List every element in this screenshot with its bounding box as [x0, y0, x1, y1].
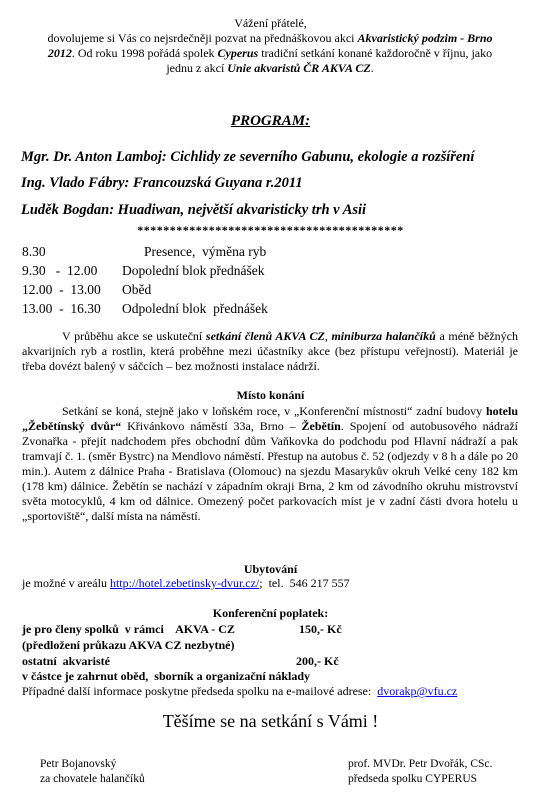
venue-text: Křivánkovo náměstí 33a, Brno – — [121, 419, 302, 433]
members-text: , — [324, 329, 332, 343]
event-name: Akvaristický podzim - Brno 2012 — [47, 31, 493, 60]
hotel-link[interactable]: http://hotel.zebetinsky-dvur.cz/ — [109, 576, 260, 590]
schedule-label: Odpolední blok přednášek — [122, 301, 268, 316]
program-talk: Luděk Bogdan: Huadiwan, největší akvaristicky trh v Asii — [21, 202, 367, 218]
venue-text: . Spojení od autobusového nádraží Zvonařka - přejít nadchodem přes obchodní dům Vaňkovka do podchodu pod Hlavní nádraží a pak tramvají č. 1. (směr Bystrc) na Mendlovo náměstí. Přestup na autobus č. 52 (odjezdy v 8 h a dále po 20 min.). Autem z dálnice Praha - Bratislava (Olomouc) na sjezdu Masarykův okruh Velké ceny 182 km (178 km) dálnice. Žebětín se nachází v západním okraji Brna, 2 km od závodního okruhu mistrovství světa motocyklů, 4 km od dálnice. Omezený počet parkovacích míst je v zadní části dvora hotelu u „sportoviště“, další místa na náměstí. — [22, 419, 518, 523]
venue-text: Setkání se koná, stejně jako v loňském roce, v „Konferenční místnosti“ zadní budovy — [62, 404, 486, 418]
intro-paragraph — [40, 31, 500, 76]
fee-row: je pro členy spolků v rámci AKVA - CZ — [22, 622, 235, 636]
greeting: Vážení přátelé, — [234, 16, 307, 30]
signature-right — [348, 757, 492, 787]
schedule-time: 9.30 - 12.00 — [22, 263, 98, 278]
intro-text: dovolujeme si Vás co nejsrdečněji pozvat na přednáškovou akci — [47, 31, 358, 45]
contact-email-link[interactable]: dvorakp@vfu.cz — [377, 684, 458, 698]
member-price: 150,- Kč — [299, 622, 342, 636]
hotel-name: hotelu „Žebětínský dvůr“ — [22, 404, 518, 433]
district-name: Žebětín — [301, 419, 341, 433]
schedule-row — [22, 243, 266, 261]
signature-name: prof. MVDr. Petr Dvořák, CSc. — [348, 758, 493, 770]
members-paragraph — [22, 329, 518, 374]
killifish-market: miniburza halančíků — [331, 329, 436, 343]
program-heading: PROGRAM: — [230, 113, 311, 129]
signature-role: za chovatele halančíků — [40, 773, 145, 785]
union-name: Unie akvaristů ČR AKVA CZ — [227, 61, 371, 75]
signature-name: Petr Bojanovský — [40, 758, 117, 770]
accommodation-text: je možné v areálu — [22, 576, 110, 590]
intro-text: . — [370, 61, 374, 75]
separator-line: ***************************************** — [137, 223, 404, 237]
contact-text: Případné další informace poskytne předseda spolku na e-mailové adrese: — [22, 684, 378, 698]
fee-row: v částce je zahrnut oběd, sborník a organizační náklady — [22, 669, 311, 683]
signature-role: předseda spolku CYPERUS — [348, 773, 478, 785]
members-meeting: setkání členů AKVA CZ — [205, 329, 325, 343]
signature-left — [40, 757, 145, 787]
schedule-label: Dopolední blok přednášek — [122, 263, 265, 278]
program-talk: Mgr. Dr. Anton Lamboj: Cichlidy ze severního Gabunu, ekologie a rozšíření — [21, 149, 475, 165]
venue-title: Místo konání — [236, 388, 305, 402]
accommodation-phone: ; tel. 546 217 557 — [259, 576, 350, 590]
fee-row: ostatní akvaristé — [22, 654, 110, 668]
venue-paragraph — [22, 404, 518, 524]
schedule-time: 12.00 - 13.00 — [22, 282, 101, 297]
intro-text: . Od roku 1998 pořádá spolek — [71, 46, 218, 60]
schedule-time: 8.30 — [22, 244, 46, 259]
fee-row: (předložení průkazu AKVA CZ nezbytné) — [22, 638, 235, 652]
organizer-name: Cyperus — [217, 46, 259, 60]
contact-note — [22, 684, 457, 699]
schedule-row — [22, 300, 268, 318]
other-price: 200,- Kč — [296, 654, 339, 668]
accommodation-title: Ubytování — [243, 562, 298, 576]
closing-line: Těšíme se na setkání s Vámi ! — [162, 711, 379, 731]
schedule-row — [22, 262, 264, 280]
schedule-label: Presence, výměna ryb — [144, 244, 267, 259]
intro-text: tradiční setkání konané každoročně v říjnu, jako jednu z akcí — [166, 46, 493, 75]
schedule-row — [22, 281, 151, 299]
fee-title: Konferenční poplatek: — [212, 606, 329, 620]
members-text: V průběhu akce se uskuteční — [62, 329, 206, 343]
program-talk: Ing. Vlado Fábry: Francouzská Guyana r.2011 — [21, 175, 303, 191]
members-text: a méně běžných akvarijních ryb a rostlin, která proběhne mezi účastníky akce (bez přístupu veřejnosti). Materiál je třeba dovézt balený v sáčcích – bez možnosti instalace nádrží. — [22, 329, 518, 373]
schedule-label: Oběd — [122, 282, 152, 297]
schedule-time: 13.00 - 16.30 — [22, 301, 101, 316]
accommodation-line — [22, 576, 350, 591]
